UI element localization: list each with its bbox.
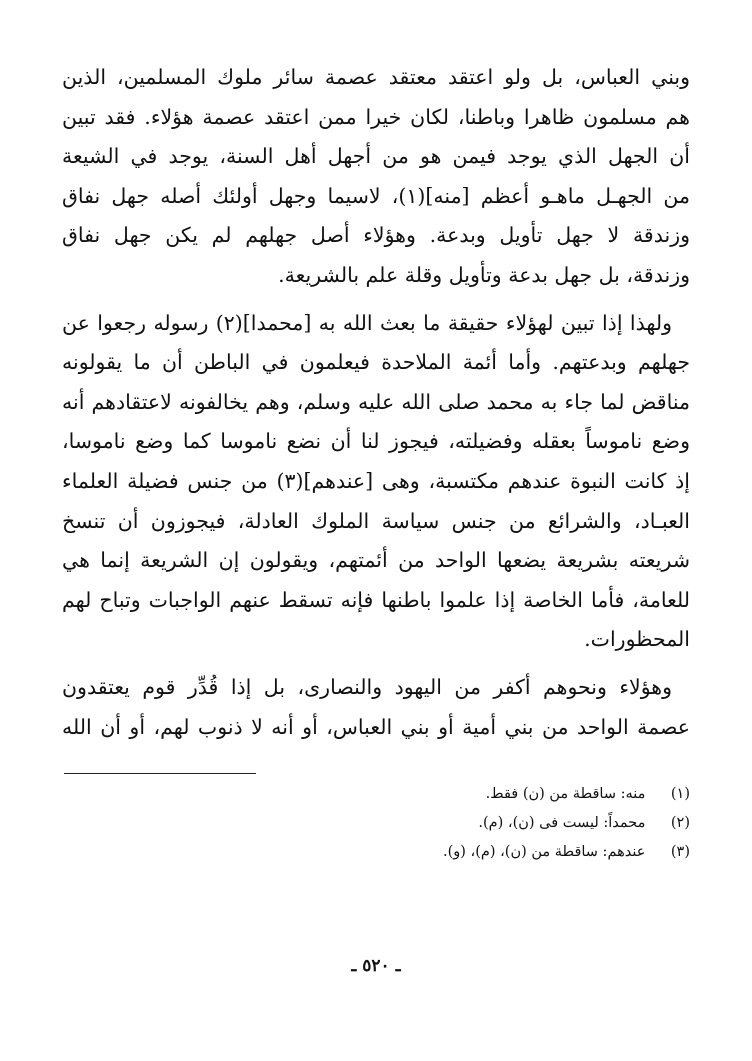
footnote-1	[62, 780, 690, 809]
text-line: العبـاد، والشرائع من جنس سياسة الملوك العادلة، فيجوزون أن تنسخ	[62, 508, 690, 533]
text-line: عصمة الواحد من بني أمية أو بني العباس، أو أنه لا ذنوب لهم، أو أن الله	[62, 714, 690, 739]
footnote-3	[62, 838, 690, 867]
text-line: وبني العباس، بل ولو اعتقد معتقد عصمة سائر ملوك المسلمين، الذين	[62, 65, 690, 89]
footnote-number: (٢)	[670, 815, 690, 832]
main-text	[62, 58, 690, 747]
footnote-number: (١)	[670, 786, 690, 803]
footnote-text: عندهم: ساقطة من (ن)، (م)، (و).	[443, 844, 646, 861]
paragraph-2	[62, 304, 690, 660]
text-line: وزندقة لا جهل تأويل وبدعة. وهؤلاء أصل جهلهم لم يكن جهل نفاق	[62, 223, 690, 248]
text-line: للعامة، فأما الخاصة إذا علموا باطنها فإنه تسقط عنهم الواجبات وتباح لهم	[62, 587, 690, 612]
text-line: المحظورات.	[584, 627, 690, 652]
text-line: هم مسلمون ظاهرا وباطنا، لكان خيرا ممن اعتقد عصمة هؤلاء. فقد تبين	[62, 104, 690, 129]
paragraph-3	[62, 668, 690, 747]
text-line: من الجهـل ماهـو أعظم [منه](١)، لاسيما وجهل أولئك أصله جهل نفاق	[62, 183, 690, 208]
footnotes	[62, 780, 690, 867]
text-line: شريعته بشريعة يضعها الواحد من أئمتهم، ويقولون إن الشريعة إنما هي	[62, 548, 690, 573]
footnote-separator	[64, 773, 256, 774]
paragraph-1	[62, 58, 690, 296]
footnote-text: منه: ساقطة من (ن) فقط.	[485, 786, 646, 803]
text-line: وزندقة، بل جهل بدعة وتأويل وقلة علم بالشريعة.	[278, 262, 690, 287]
page-number: ـ ٥٢٠ ـ	[351, 956, 401, 976]
text-line: أن الجهل الذي يوجد فيمن هو من أجهل أهل السنة، يوجد في الشيعة	[62, 144, 690, 169]
text-line: جهلهم وبدعتهم. وأما أئمة الملاحدة فيعلمون في الباطن أن ما يقولونه	[62, 350, 690, 375]
text-line: إذ كانت النبوة عندهم مكتسبة، وهى [عندهم](٣) من جنس فضيلة العلماء	[62, 468, 690, 493]
footnote-number: (٣)	[670, 844, 690, 861]
footnote-2	[62, 809, 690, 838]
text-line: وضع ناموساً بعقله وفضيلته، فيجوز لنا أن نضع ناموسا كما وضع ناموسا،	[62, 429, 690, 454]
text-line: ولهذا إذا تبين لهؤلاء حقيقة ما بعث الله به [محمدا](٢) رسوله رجعوا عن	[62, 310, 672, 335]
text-line: وهؤلاء ونحوهم أكفر من اليهود والنصارى، بل إذا قُدِّر قوم يعتقدون	[62, 674, 672, 699]
text-line: مناقض لما جاء به محمد صلى الله عليه وسلم، وهم يخالفونه لاعتقادهم أنه	[62, 389, 690, 414]
footnote-text: محمداً: ليست فى (ن)، (م).	[478, 815, 646, 832]
